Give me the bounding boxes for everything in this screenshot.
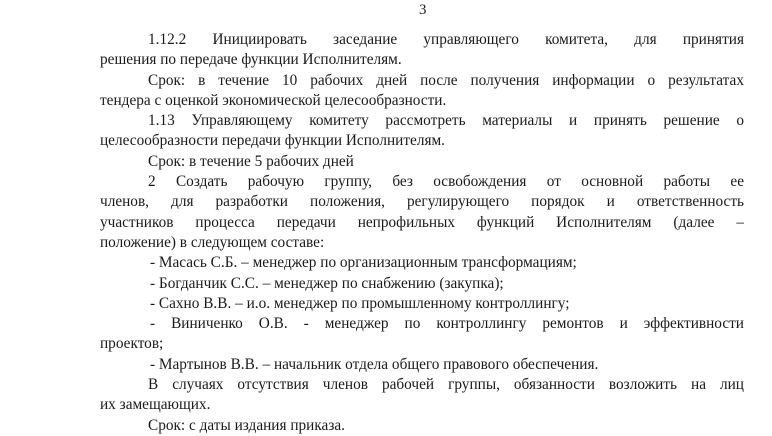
text-line: - Мартынов В.В. – начальник отдела общего правового обеспечения. xyxy=(150,355,599,373)
text-line: их замещающих. xyxy=(100,396,211,414)
text-line: Срок: в течение 10 рабочих дней после получения информации о результатах xyxy=(148,71,744,89)
text-line: решения по передаче функции Исполнителям. xyxy=(100,51,402,69)
text-line: тендера с оценкой экономической целесообразности. xyxy=(100,91,447,109)
text-line: - Виниченко О.В. - менеджер по контроллингу ремонтов и эффективности xyxy=(150,315,744,333)
text-line: Срок: в течение 5 рабочих дней xyxy=(148,152,354,170)
text-line: положение) в следующем составе: xyxy=(100,233,325,251)
text-line: членов, для разработки положения, регулирующего порядок и ответственность xyxy=(100,193,744,211)
text-line: Срок: с даты издания приказа. xyxy=(148,416,346,434)
text-line: - Богданчик С.С. – менеджер по снабжению (закупка); xyxy=(150,274,504,292)
document-body xyxy=(100,30,744,436)
text-line: В случаях отсутствия членов рабочей группы, обязанности возложить на лиц xyxy=(148,376,744,394)
text-line: 1.13 Управляющему комитету рассмотреть материалы и принять решение о xyxy=(148,112,744,130)
text-line: 2 Создать рабочую группу, без освобождения от основной работы ее xyxy=(148,173,744,191)
text-line: 1.12.2 Инициировать заседание управляющего комитета, для принятия xyxy=(148,31,744,48)
text-line: - Масась С.Б. – менеджер по организационным трансформациям; xyxy=(150,254,577,272)
text-line: проектов; xyxy=(100,335,164,353)
text-line: - Сахно В.В. – и.о. менеджер по промышленному контроллингу; xyxy=(150,294,570,312)
text-line: участников процесса передачи непрофильных функций Исполнителям (далее – xyxy=(100,213,744,231)
page-number: 3 xyxy=(419,2,427,18)
text-line: целесообразности передачи функции Исполнителям. xyxy=(100,132,446,150)
